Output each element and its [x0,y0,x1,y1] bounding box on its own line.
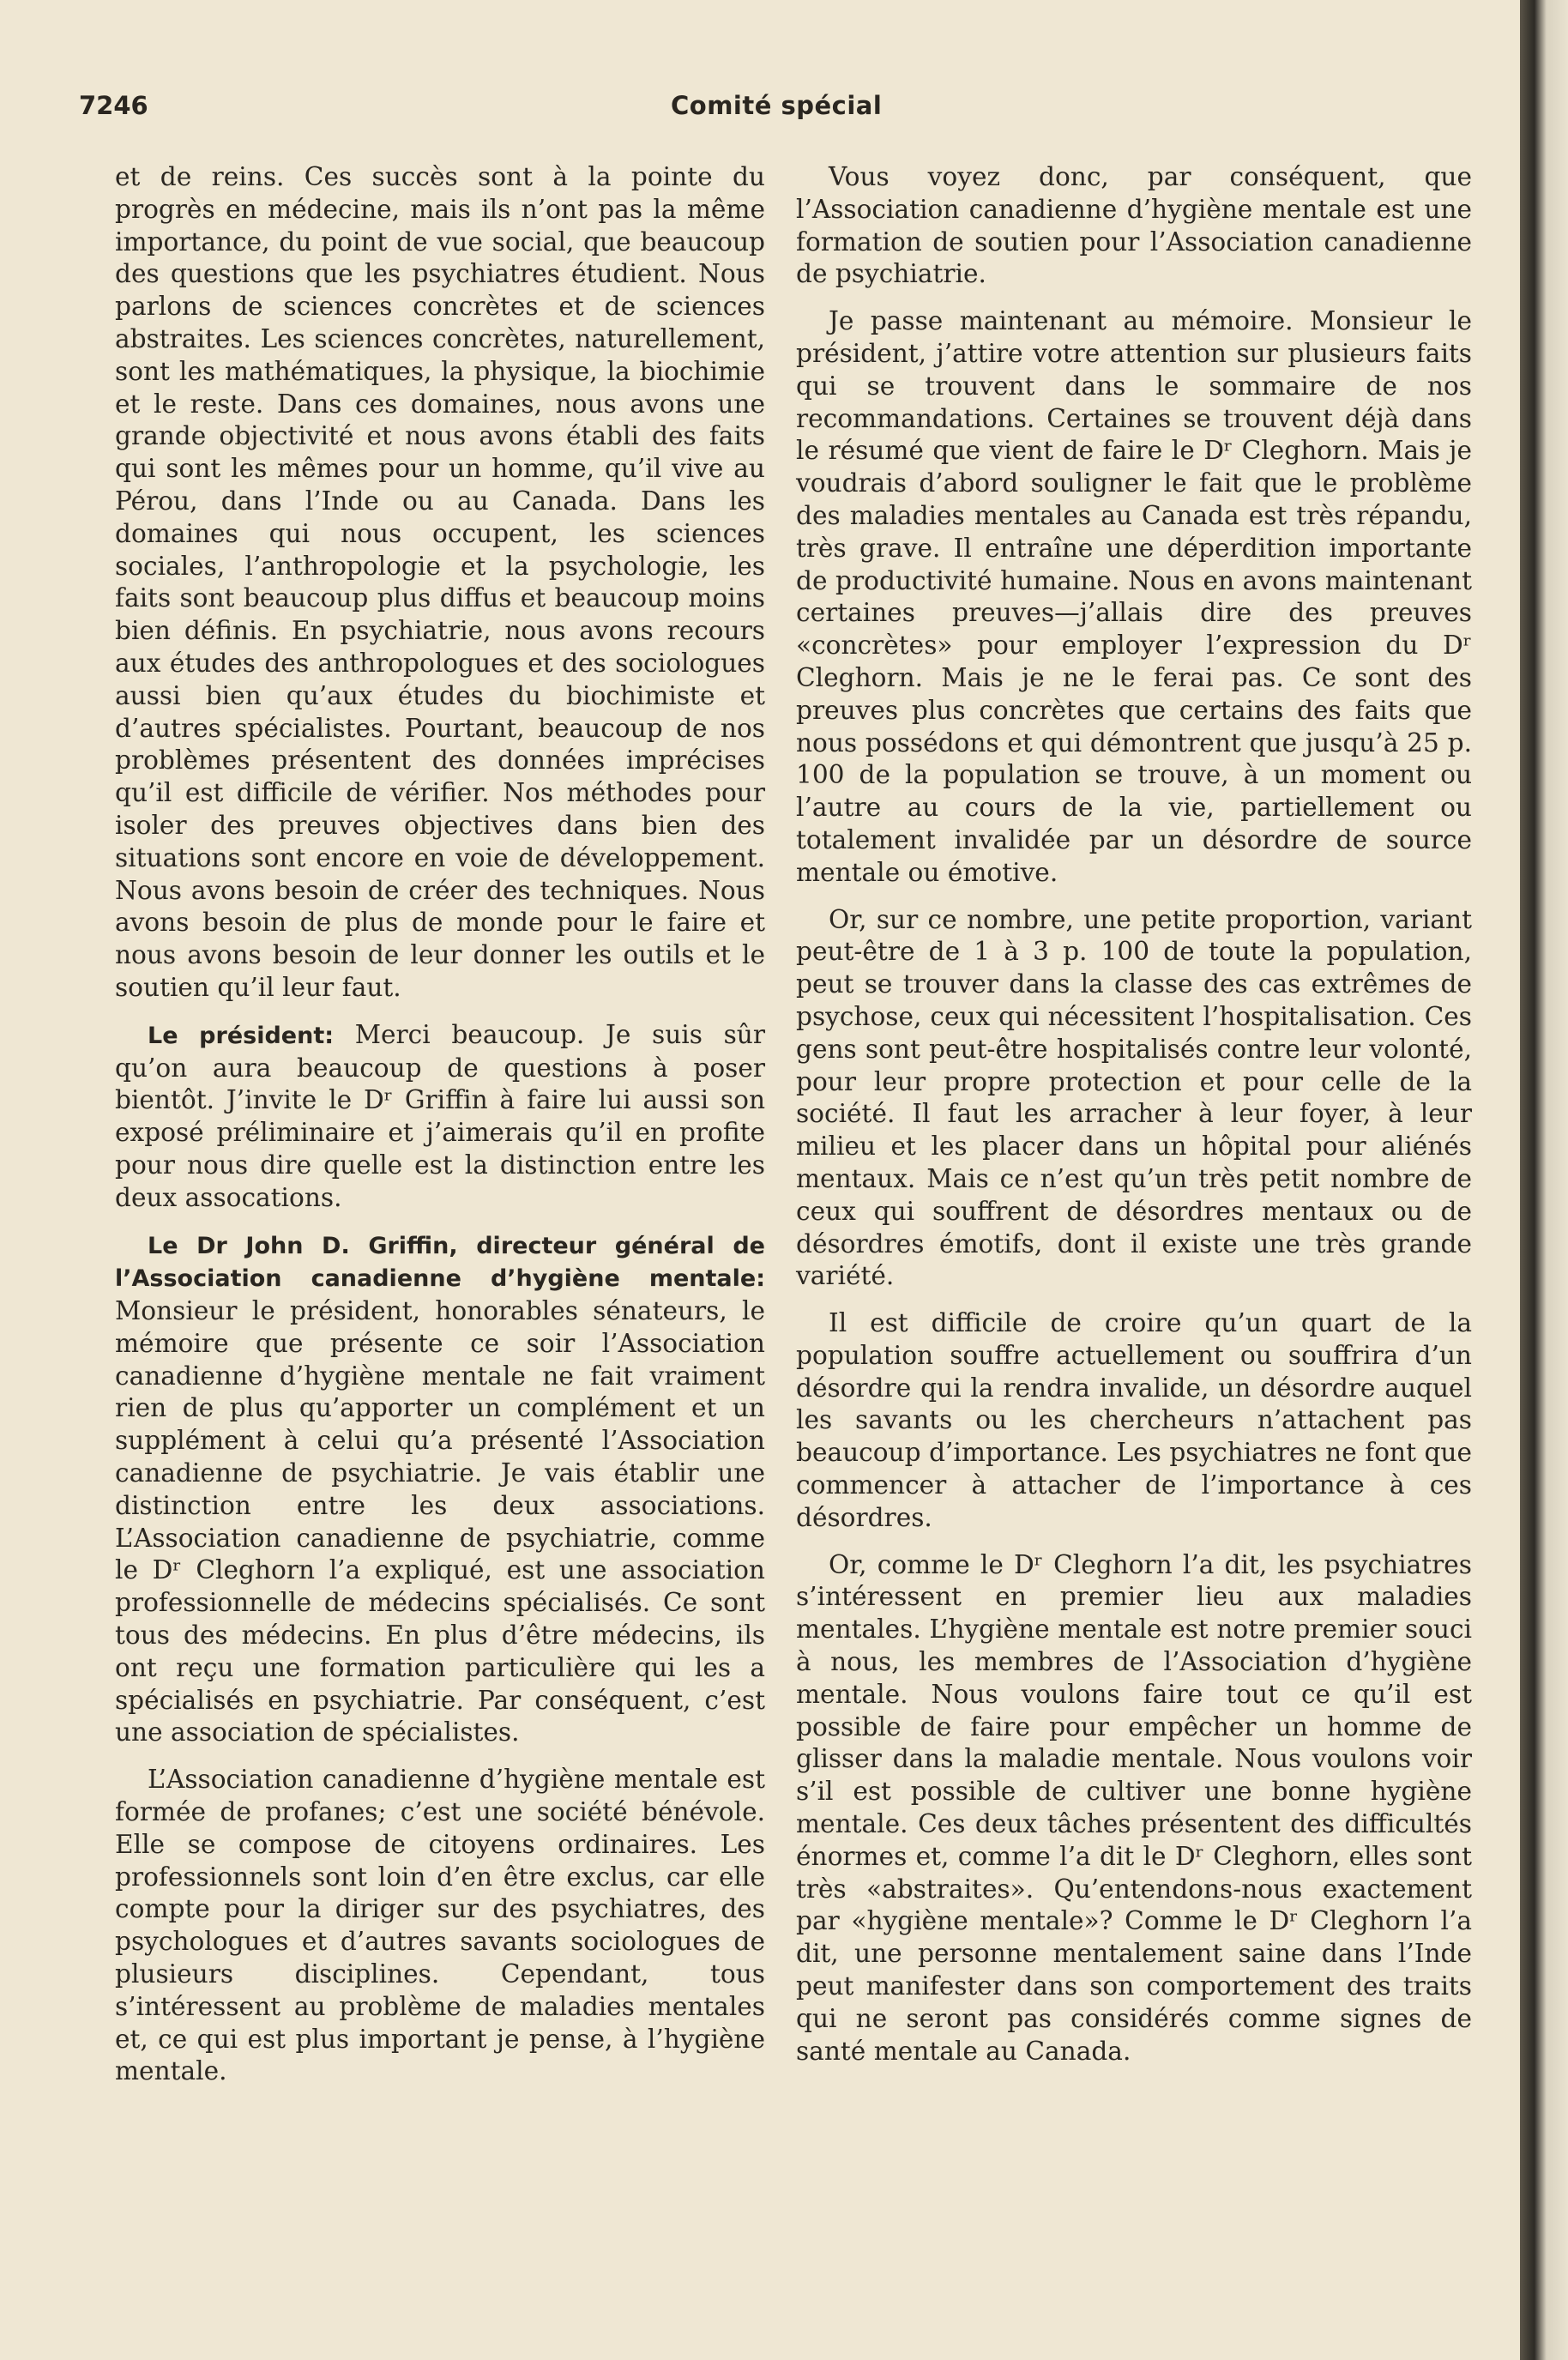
paragraph: Or, comme le Dʳ Cleghorn l’a dit, les psychiatres s’intéressent en premier lieu aux maladies mentales. L’hygiène mentale est notre premier souci à nous, les membres de l’Association d’hygiène mentale. Nous voulons faire tout ce qu’il est possible de faire pour empêcher un homme de glisser dans la maladie mentale. Nous voulons voir s’il est possible de cultiver une bonne hygiène mentale. Ces deux tâches présentent des difficultés énormes et, comme l’a dit le Dʳ Cleghorn, elles sont très «abstraites». Qu’entendons-nous exactement par «hygiène mentale»? Comme le Dʳ Cleghorn l’a dit, une personne mentalement saine dans l’Inde peut manifester dans son comportement des traits qui ne seront pas considérés comme signes de santé mentale au Canada. [796,1549,1472,2066]
right-column [796,161,1472,2082]
running-title: Comité spécial [671,91,883,120]
paragraph: L’Association canadienne d’hygiène mentale est formée de profanes; c’est une société bénévole. Elle se compose de citoyens ordinaires. Les professionnels sont loin d’en être exclus, car elle compte pour la diriger sur des psychiatres, des psychologues et d’autres savants sociologues de plusieurs disciplines. Cependant, tous s’intéressent au problème de maladies mentales et, ce qui est plus important je pense, à l’hygiène mentale. [115,1765,765,2086]
griffin-remarks: Monsieur le président, honorables sénateurs, le mémoire que présente ce soir l’Association canadienne d’hygiène mentale ne fait vraiment rien de plus qu’apporter un complément et un supplément à celui qu’a présenté l’Association canadienne de psychiatrie. Je vais établir une distinction entre les deux associations. L’Association canadienne de psychiatrie, comme le Dʳ Cleghorn l’a expliqué, est une association professionnelle de médecins spécialisés. Ce sont tous des médecins. En plus d’être médecins, ils ont reçu une formation particulière qui les a spécialisés en psychiatrie. Par conséquent, c’est une association de spécialistes. [115,1296,765,1747]
speaker-president: Le président: [148,1022,335,1049]
speaker-griffin: Le Dr John D. Griffin, directeur général de l’Association canadienne d’hygiène mentale: [115,1232,765,1293]
paragraph: Il est difficile de croire qu’un quart de la population souffre actuellement ou souffrira d’un désordre qui la rendra invalide, un désordre auquel les savants ou les chercheurs n’attachent pas beaucoup d’importance. Les psychiatres ne font que commencer à attacher de l’importance à ces désordres. [796,1308,1472,1532]
left-column [115,161,765,2103]
paragraph-griffin [115,1229,765,1750]
paragraph-continuation: et de reins. Ces succès sont à la pointe du progrès en médecine, mais ils n’ont pas la même importance, du point de vue social, que beaucoup des questions que les psychiatres étudient. Nous parlons de sciences concrètes et de sciences abstraites. Les sciences concrètes, naturellement, sont les mathématiques, la physique, la biochimie et le reste. Dans ces domaines, nous avons une grande objectivité et nous avons établi des faits qui sont les mêmes pour un homme, qu’il vive au Pérou, dans l’Inde ou au Canada. Dans les domaines qui nous occupent, les sciences sociales, l’anthropologie et la psychologie, les faits sont beaucoup plus diffus et beaucoup moins bien définis. En psychiatrie, nous avons recours aux études des anthropologues et des sociologues aussi bien qu’aux études du biochimiste et d’autres spécialistes. Pourtant, beaucoup de nos problèmes présentent des données imprécises qu’il est difficile de vérifier. Nos méthodes pour isoler des preuves objectives dans bien des situations sont encore en voie de développement. Nous avons besoin de créer des techniques. Nous avons besoin de plus de monde pour le faire et nous avons besoin de leur donner les outils et le soutien qu’il leur faut. [115,162,765,1002]
paragraph: Vous voyez donc, par conséquent, que l’Association canadienne d’hygiène mentale est une formation de soutien pour l’Association canadienne de psychiatrie. [796,162,1472,289]
paragraph: Je passe maintenant au mémoire. Monsieur le président, j’attire votre attention sur plusieurs faits qui se trouvent dans le sommaire de nos recommandations. Certaines se trouvent déjà dans le résumé que vient de faire le Dʳ Cleghorn. Mais je voudrais d’abord souligner le fait que le problème des maladies mentales au Canada est très répandu, très grave. Il entraîne une déperdition importante de productivité humaine. Nous en avons maintenant certaines preuves—j’allais dire des preuves «concrètes» pour employer l’expression du Dʳ Cleghorn. Mais je ne le ferai pas. Ce sont des preuves plus concrètes que certains des faits que nous possédons et qui démontrent que jusqu’à 25 p. 100 de la population se trouve, à un moment ou l’autre au cours de la vie, partiellement ou totalement invalidée par un désordre de source mentale ou émotive. [796,306,1472,887]
book-spine-shadow [1520,0,1568,2360]
paragraph-president [115,1019,765,1215]
page-header [79,91,1520,125]
paragraph: Or, sur ce nombre, une petite proportion, variant peut-être de 1 à 3 p. 100 de toute la population, peut se trouver dans la classe des cas extrêmes de psychose, ceux qui nécessitent l’hospitalisation. Ces gens sont peut-être hospitalisés contre leur volonté, pour leur propre protection et pour celle de la société. Il faut les arracher à leur foyer, à leur milieu et les placer dans un hôpital pour aliénés mentaux. Mais ce n’est qu’un très petit nombre de ceux qui souffrent de désordres mentaux ou de désordres émotifs, dont il existe une très grande variété. [796,904,1472,1291]
president-remarks: Merci beaucoup. Je suis sûr qu’on aura beaucoup de questions à poser bientôt. J’invite le Dʳ Griffin à faire lui aussi son exposé préliminaire et j’aimerais qu’il en profite pour nous dire quelle est la distinction entre les deux assocations. [115,1019,766,1212]
page-number: 7246 [79,91,148,120]
